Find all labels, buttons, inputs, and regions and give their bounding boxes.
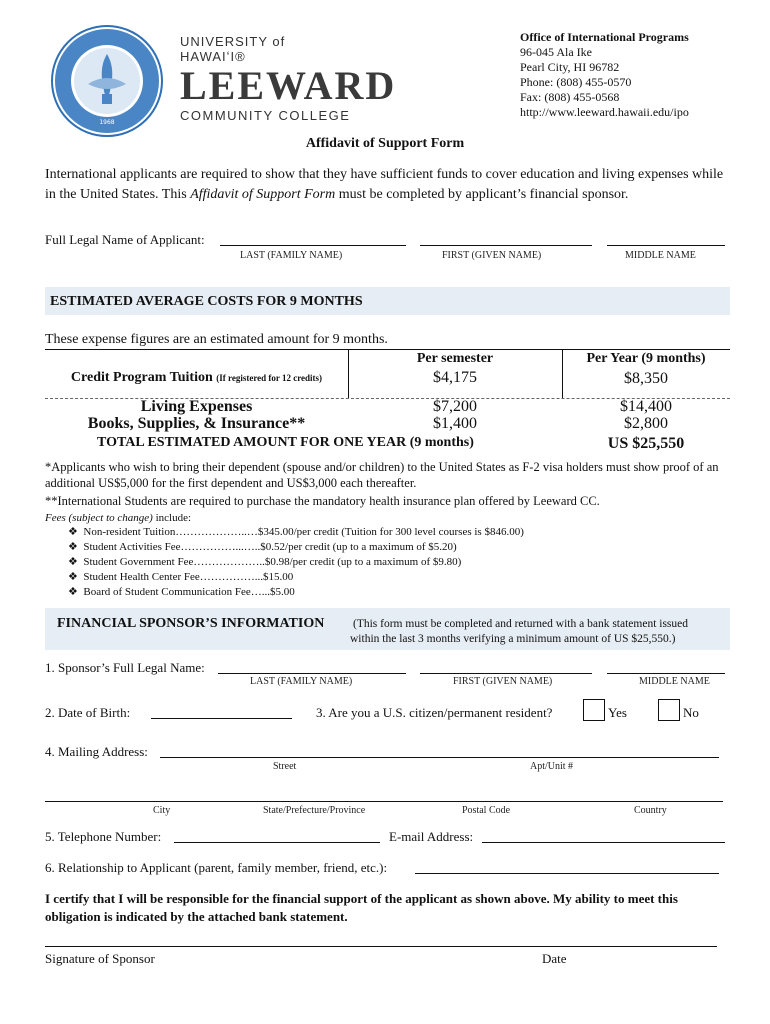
applicant-name-row <box>45 232 205 248</box>
sponsor-last-caption: LAST (FAMILY NAME) <box>250 676 353 687</box>
total-label: TOTAL ESTIMATED AMOUNT FOR ONE YEAR (9 months) <box>97 435 474 450</box>
applicant-name-label: Full Legal Name of Applicant: <box>45 232 205 247</box>
college-subtitle: COMMUNITY COLLEGE <box>180 108 351 123</box>
fee-communication: Board of Student Communication Fee…...$5.00 <box>83 586 295 598</box>
living-year: $14,400 <box>620 398 672 415</box>
q5-label: 5. Telephone Number: <box>45 829 162 844</box>
fees-heading-italic: Fees (subject to change) <box>45 512 153 524</box>
office-street: 96-045 Ala Ike <box>520 45 592 59</box>
living-label: Living Expenses <box>140 398 253 415</box>
university-name: UNIVERSITY of HAWAIʻI® <box>180 34 286 64</box>
fees-heading-rest: include: <box>152 512 192 524</box>
fees-list <box>68 525 524 600</box>
street-field[interactable] <box>160 744 719 758</box>
tuition-label: Credit Program Tuition <box>70 370 213 385</box>
office-phone: Phone: (808) 455-0570 <box>520 75 632 89</box>
signature-field[interactable] <box>45 933 717 947</box>
college-wordmark <box>180 34 397 123</box>
country-caption: Country <box>634 805 667 816</box>
fee-activities: Student Activities Fee……………...…..$0.52/per credit (up to a maximum of $5.20) <box>83 541 457 553</box>
fee-health: Student Health Center Fee……………...$15.00 <box>83 571 294 583</box>
office-fax: Fax: (808) 455-0568 <box>520 90 620 104</box>
certification-statement: I certify that I will be responsible for the financial support of the applicant as shown above. My ability to meet this obligation is indicated by the attached bank statement. <box>45 891 678 924</box>
email-label: E-mail Address: <box>389 829 474 844</box>
total-value: US $25,550 <box>607 435 685 452</box>
sponsor-last-name-field[interactable] <box>218 660 406 674</box>
q2-label: 2. Date of Birth: <box>45 705 131 720</box>
fee-item <box>68 525 524 540</box>
costs-table <box>45 349 730 455</box>
fee-item <box>68 570 524 585</box>
applicant-last-name-field[interactable] <box>220 232 406 246</box>
state-caption: State/Prefecture/Province <box>263 805 366 816</box>
fee-item <box>68 540 524 555</box>
applicant-middle-caption: MIDDLE NAME <box>625 250 696 261</box>
city-state-postal-field[interactable] <box>45 788 723 802</box>
sponsor-section-title: FINANCIAL SPONSOR’S INFORMATION <box>57 616 325 631</box>
diamond-bullet-icon: ❖ <box>68 586 78 598</box>
tuition-year: $8,350 <box>624 370 668 387</box>
dob-field[interactable] <box>151 705 292 719</box>
yes-label: Yes <box>608 705 627 720</box>
office-city: Pearl City, HI 96782 <box>520 60 620 74</box>
applicant-first-name-field[interactable] <box>420 232 592 246</box>
apt-caption: Apt/Unit # <box>530 761 574 772</box>
books-label: Books, Supplies, & Insurance** <box>87 415 306 432</box>
city-caption: City <box>153 805 171 816</box>
fee-government: Student Government Fee………………..$0.98/per credit (up to a maximum of $9.80) <box>83 556 462 568</box>
row-tuition-label <box>45 370 348 386</box>
sponsor-section-header <box>45 608 730 650</box>
applicant-last-caption: LAST (FAMILY NAME) <box>240 250 343 261</box>
fees-heading <box>45 511 191 526</box>
dependent-note: *Applicants who wish to bring their dependent (spouse and/or children) to the United States as F-2 visa holders must show proof of an additional US$5,000 for the first dependent and US$3,000 each thereafter. <box>45 460 719 490</box>
sponsor-middle-name-field[interactable] <box>607 660 725 674</box>
no-label: No <box>683 705 699 720</box>
office-address <box>520 30 689 120</box>
postal-caption: Postal Code <box>462 805 511 816</box>
college-name: LEEWARD <box>180 63 397 108</box>
costs-section-header <box>45 287 730 315</box>
diamond-bullet-icon: ❖ <box>68 526 78 538</box>
books-year: $2,800 <box>624 415 668 432</box>
tuition-note: (If registered for 12 credits) <box>216 373 323 383</box>
q6-label: 6. Relationship to Applicant (parent, family member, friend, etc.): <box>45 860 388 875</box>
form-title: Affidavit of Support Form <box>305 136 465 151</box>
college-seal-logo <box>50 24 165 139</box>
diamond-bullet-icon: ❖ <box>68 571 78 583</box>
col-per-year: Per Year (9 months) <box>586 351 706 366</box>
sponsor-middle-caption: MIDDLE NAME <box>639 676 710 687</box>
insurance-note: **International Students are required to purchase the mandatory health insurance plan offered by Leeward CC. <box>45 494 600 508</box>
tuition-semester: $4,175 <box>433 369 477 386</box>
books-semester: $1,400 <box>433 415 477 432</box>
fee-item <box>68 555 524 570</box>
applicant-first-caption: FIRST (GIVEN NAME) <box>442 250 542 261</box>
citizen-no-checkbox[interactable] <box>658 699 680 721</box>
q4-label: 4. Mailing Address: <box>45 744 148 759</box>
intro-text-2: must be completed by applicant’s financial sponsor. <box>335 187 629 202</box>
signature-label: Signature of Sponsor <box>45 951 155 966</box>
date-label: Date <box>542 951 567 966</box>
intro-text-1: International applicants are required to show that they have sufficient funds to cover education and living expenses while in the United States. This <box>45 167 724 202</box>
svg-text:1968: 1968 <box>99 119 115 126</box>
living-semester: $7,200 <box>433 398 477 415</box>
applicant-middle-name-field[interactable] <box>607 232 725 246</box>
fee-nonresident: Non-resident Tuition………………..…$345.00/per credit (Tuition for 300 level courses is $846.00) <box>83 526 524 538</box>
office-url[interactable]: http://www.leeward.hawaii.edu/ipo <box>520 105 689 119</box>
sponsor-first-name-field[interactable] <box>420 660 592 674</box>
costs-intro: These expense figures are an estimated amount for 9 months. <box>45 332 388 347</box>
telephone-field[interactable] <box>174 829 380 843</box>
sponsor-note-1: (This form must be completed and returned with a bank statement issued <box>353 618 689 630</box>
costs-section-title: ESTIMATED AVERAGE COSTS FOR 9 MONTHS <box>50 294 363 309</box>
sponsor-note-2: within the last 3 months verifying a minimum amount of US $25,550.) <box>350 633 676 645</box>
q3-label: 3. Are you a U.S. citizen/permanent resident? <box>316 705 553 720</box>
email-field[interactable] <box>482 829 725 843</box>
relationship-field[interactable] <box>415 860 719 874</box>
office-name: Office of International Programs <box>520 30 689 44</box>
street-caption: Street <box>273 761 297 772</box>
fee-item <box>68 585 524 600</box>
col-per-semester: Per semester <box>416 351 494 366</box>
diamond-bullet-icon: ❖ <box>68 541 78 553</box>
q1-label: 1. Sponsor’s Full Legal Name: <box>45 660 205 675</box>
citizen-yes-checkbox[interactable] <box>583 699 605 721</box>
diamond-bullet-icon: ❖ <box>68 556 78 568</box>
intro-italic: Affidavit of Support Form <box>190 187 336 202</box>
sponsor-first-caption: FIRST (GIVEN NAME) <box>453 676 553 687</box>
intro-paragraph <box>45 165 735 205</box>
